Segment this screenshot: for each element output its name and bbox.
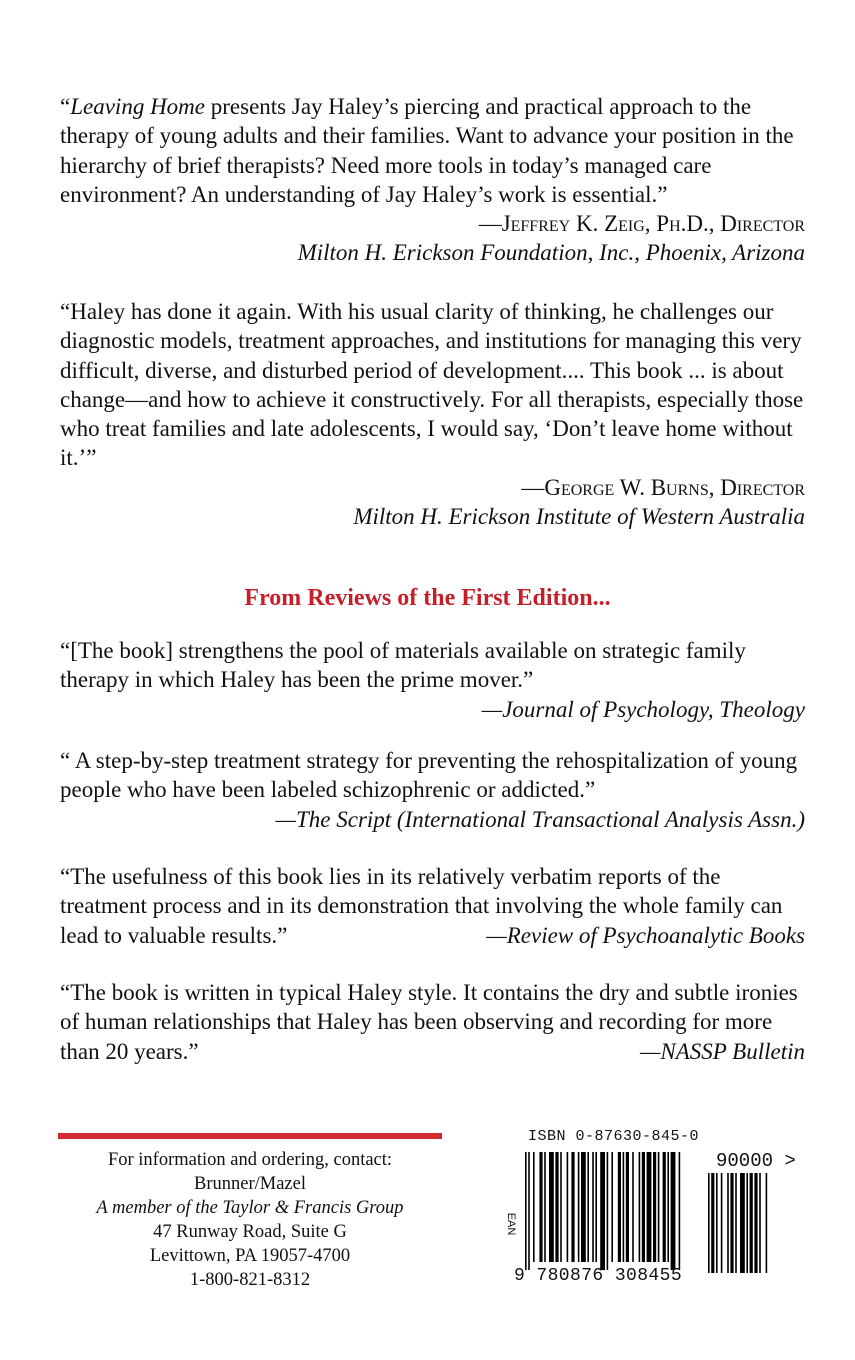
review-item: [60, 862, 805, 950]
barcode-bar: [679, 1152, 681, 1270]
price-code: 90000 >: [716, 1150, 796, 1172]
barcode-bar: [555, 1152, 558, 1262]
barcode-bar: [746, 1173, 748, 1273]
barcode-bar: [549, 1152, 554, 1262]
barcode-bar: [618, 1152, 621, 1262]
barcode-bar: [750, 1173, 753, 1273]
barcode-bar: [528, 1152, 530, 1270]
barcode-bar: [560, 1152, 562, 1262]
barcode-bar: [592, 1152, 594, 1262]
reviews-heading: From Reviews of the First Edition...: [244, 585, 611, 611]
barcode-bar: [581, 1152, 586, 1262]
red-divider: [58, 1133, 442, 1139]
barcode-bar: [611, 1152, 613, 1262]
barcode-bar: [671, 1152, 676, 1270]
barcode-bar: [647, 1152, 652, 1262]
ean-barcode: [523, 1152, 691, 1272]
barcode-bar: [639, 1152, 641, 1262]
review-text: “[The book] strengthens the pool of materials available on strategic family therapy in which Haley has been the prime mover.”: [60, 638, 746, 693]
ean-number: 9 780876 308455: [514, 1266, 683, 1286]
review-source: —Review of Psychoanalytic Books: [486, 922, 805, 948]
barcode-bar: [632, 1152, 634, 1262]
barcode-bar: [587, 1152, 589, 1262]
barcode-bar: [759, 1173, 761, 1273]
publisher-member: A member of the Taylor & Francis Group: [96, 1198, 404, 1218]
review-source: —The Script (International Transactional Analysis Assn.): [275, 806, 805, 832]
review-text: “ A step-by-step treatment strategy for preventing the rehospitalization of young people who have been labeled schizophrenic or addicted.”: [60, 748, 798, 803]
barcode-bar: [607, 1152, 609, 1270]
barcode-bar: [544, 1152, 546, 1262]
barcode-bar: [711, 1173, 714, 1273]
price-barcode: [706, 1173, 790, 1283]
review-text: “The usefulness of this book lies in its relatively verbatim reports of the treatment process and in its demonstration that involving the whole family can lead to valuable results.” —Review of Psychoanalytic Books: [60, 862, 805, 950]
barcode-bar: [623, 1152, 625, 1262]
barcode-bar: [567, 1152, 569, 1262]
endorsement-attribution-org: Milton H. Erickson Institute of Western Australia: [353, 504, 805, 530]
contact-intro: For information and ordering, contact:: [107, 1150, 393, 1170]
barcode-bar: [716, 1173, 718, 1273]
isbn-label: ISBN 0-87630-845-0: [528, 1128, 700, 1145]
endorsement-attribution-name: —George W. Burns, Director: [521, 474, 805, 500]
barcode-bar: [626, 1152, 629, 1262]
barcode-bar: [667, 1152, 669, 1262]
barcode-bar: [740, 1173, 745, 1273]
ean-label: EAN: [505, 1212, 517, 1236]
barcode-bar: [708, 1173, 710, 1273]
book-title: Leaving Home: [70, 94, 205, 119]
barcode-bar: [600, 1152, 605, 1270]
endorsement-burns: [60, 297, 805, 531]
barcode-bar: [766, 1173, 768, 1273]
endorsement-text: “Leaving Home presents Jay Haley’s piercing and practical approach to the therapy of young adults and their families. Want to advance your position in the hierarchy of brief therapists? Need more tools in today’s managed care environment? An understanding of Jay Haley’s work is essential.”: [60, 94, 794, 207]
barcode-bar: [653, 1152, 656, 1262]
review-text: “The book is written in typical Haley style. It contains the dry and subtle ironies of human relationships that Haley has been observing and recording for more than 20 years.” —NASSP Bulletin: [60, 978, 805, 1066]
publisher-phone: 1-800-821-8312: [189, 1270, 311, 1290]
barcode-bar: [663, 1152, 666, 1262]
endorsement-attribution-org: Milton H. Erickson Foundation, Inc., Phoenix, Arizona: [297, 240, 805, 266]
barcode-bar: [525, 1152, 527, 1270]
review-source: —NASSP Bulletin: [639, 1038, 805, 1064]
barcode-bar: [730, 1173, 733, 1273]
barcode-bar: [571, 1152, 574, 1262]
review-item: [60, 636, 805, 724]
endorsement-zeig: [60, 92, 805, 268]
barcode-bar: [578, 1152, 580, 1262]
barcode-bar: [642, 1152, 645, 1262]
review-item: [60, 978, 805, 1066]
barcode-bar: [754, 1173, 757, 1273]
barcode-bar: [721, 1173, 723, 1273]
publisher-name: Brunner/Mazel: [194, 1174, 306, 1194]
endorsement-attribution-name: —Jeffrey K. Zeig, Ph.D., Director: [478, 211, 805, 237]
barcode-bar: [595, 1152, 597, 1262]
publisher-address: 47 Runway Road, Suite G: [153, 1222, 347, 1242]
barcode-bar: [533, 1152, 535, 1262]
barcode-bar: [735, 1173, 737, 1273]
review-item: [60, 746, 805, 834]
barcode-bar: [727, 1173, 729, 1273]
contact-block: [58, 1148, 442, 1292]
publisher-city: Levittown, PA 19057-4700: [149, 1246, 351, 1266]
barcode-bar: [658, 1152, 660, 1262]
barcode-bar: [539, 1152, 542, 1262]
review-source: —Journal of Psychology, Theology: [481, 696, 805, 722]
endorsement-text: “Haley has done it again. With his usual clarity of thinking, he challenges our diagnostic models, treatment approaches, and institutions for managing this very difficult, diverse, and disturbed period of development.... This book ... is about change—and how to achieve it constructively. For all therapists, especially those who treat families and late adolescents, I would say, ‘Don’t leave home without it.’”: [60, 299, 804, 471]
